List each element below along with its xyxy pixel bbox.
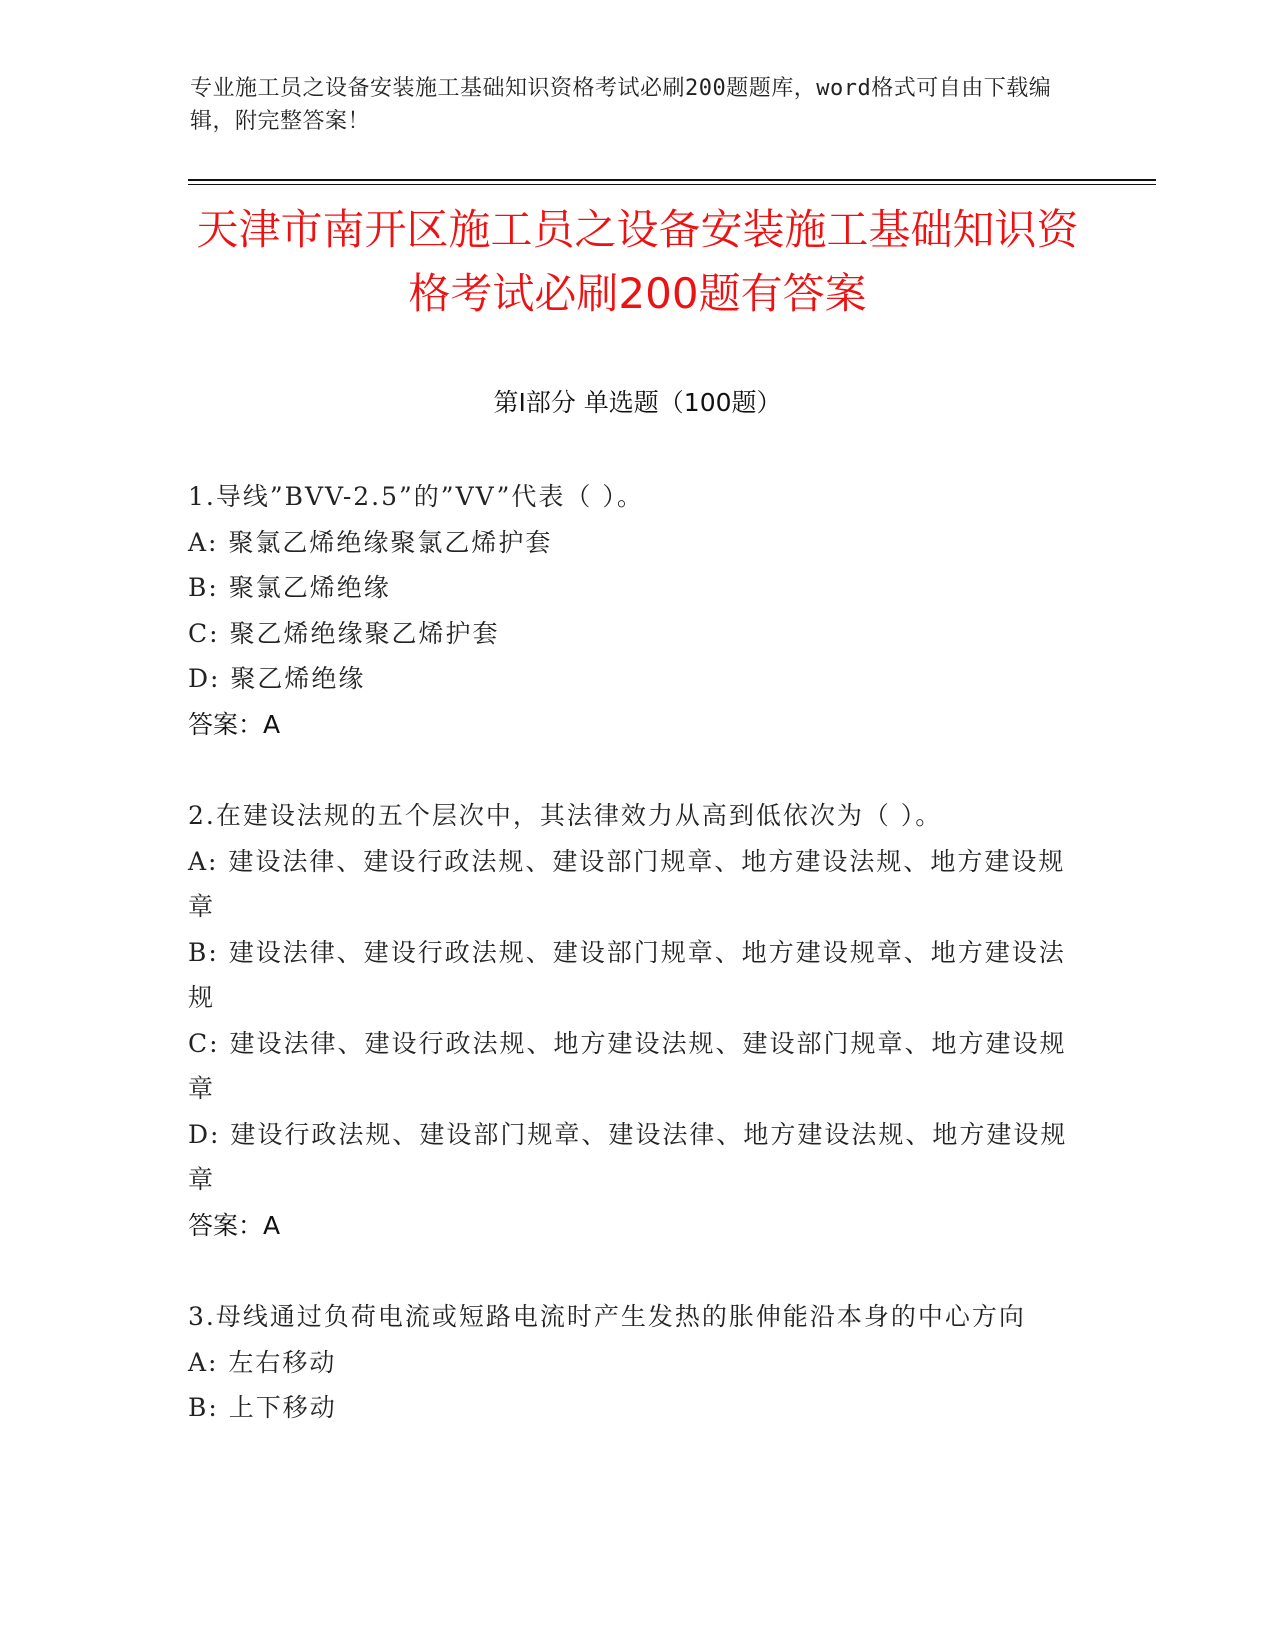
question-1 <box>188 474 1088 747</box>
option-d: D: 建设行政法规、建设部门规章、建设法律、地方建设法规、地方建设规章 <box>188 1119 1068 1194</box>
header-divider <box>188 179 1156 181</box>
answer: 答案：A <box>188 709 281 739</box>
section-heading: 第Ⅰ部分 单选题（100题） <box>493 388 782 417</box>
document-title: 天津市南开区施工员之设备安装施工基础知识资格考试必刷200题有答案 <box>196 205 1079 318</box>
question-list <box>188 474 1088 1477</box>
header-note: 专业施工员之设备安装施工基础知识资格考试必刷200题题库，word格式可自由下载编辑，附完整答案！ <box>190 76 1052 134</box>
answer: 答案：A <box>188 1210 281 1240</box>
question-stem: 1.导线”BVV-2.5”的”VV”代表（ ）。 <box>188 482 644 511</box>
option-c: C: 聚乙烯绝缘聚乙烯护套 <box>188 618 500 648</box>
option-a: A: 左右移动 <box>188 1347 337 1377</box>
question-stem: 3.母线通过负荷电流或短路电流时产生发热的胀伸能沿本身的中心方向 <box>188 1302 1026 1331</box>
option-d: D: 聚乙烯绝缘 <box>188 664 366 693</box>
option-a: A: 聚氯乙烯绝缘聚氯乙烯护套 <box>188 527 553 557</box>
option-c: C: 建设法律、建设行政法规、地方建设法规、建设部门规章、地方建设规章 <box>188 1028 1067 1103</box>
question-3 <box>188 1294 1088 1431</box>
option-b: B: 聚氯乙烯绝缘 <box>188 573 391 602</box>
question-2 <box>188 793 1088 1248</box>
question-stem: 2.在建设法规的五个层次中，其法律效力从高到低依次为（ ）。 <box>188 801 943 830</box>
option-b: B: 上下移动 <box>188 1393 337 1422</box>
option-a: A: 建设法律、建设行政法规、建设部门规章、地方建设法规、地方建设规章 <box>188 846 1066 921</box>
header-divider-thin <box>188 184 1156 185</box>
option-b: B: 建设法律、建设行政法规、建设部门规章、地方建设规章、地方建设法规 <box>188 937 1066 1012</box>
